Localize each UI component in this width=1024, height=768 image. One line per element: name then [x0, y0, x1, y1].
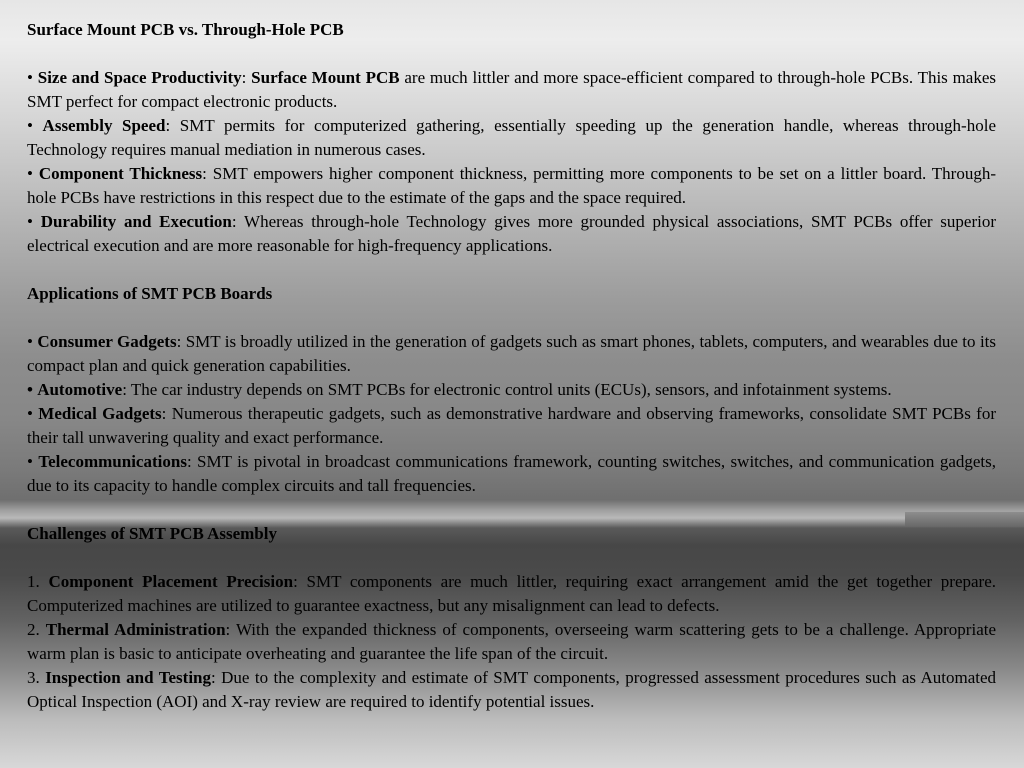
application-item-telecommunications: • Telecommunications: SMT is pivotal in broadcast communications framework, counting switches, switches, and communication gadgets, due to its capacity to handle complex circuits and tall frequencies.	[27, 452, 996, 495]
bullet: •	[27, 404, 33, 423]
item-term: Component Thickness	[38, 164, 203, 183]
document-body	[27, 18, 996, 714]
list-number: 3.	[27, 668, 40, 687]
bullet: •	[27, 332, 33, 351]
item-text: Numerous therapeutic gadgets, such as demonstrative hardware and observing frameworks, consolidate SMT PCBs for their tall unwavering quality and exact performance.	[27, 404, 996, 447]
application-item-medical-gadgets: • Medical Gadgets: Numerous therapeutic gadgets, such as demonstrative hardware and observing frameworks, consolidate SMT PCBs for their tall unwavering quality and exact performance.	[27, 404, 996, 447]
item-text: SMT is broadly utilized in the generation of gadgets such as smart phones, tablets, computers, and wearables due to its compact plan and quick generation capabilities.	[27, 332, 996, 375]
comparison-item-durability: • Durability and Execution: Whereas through-hole Technology gives more grounded physical associations, SMT PCBs offer superior electrical execution and are more reasonable for high-frequency applications.	[27, 212, 996, 255]
application-item-automotive: • Automotive: The car industry depends on SMT PCBs for electronic control units (ECUs), sensors, and infotainment systems.	[27, 380, 892, 399]
bullet: •	[27, 452, 33, 471]
bullet: •	[27, 68, 33, 87]
item-text: Whereas through-hole Technology gives more grounded physical associations, SMT PCBs offer superior electrical execution and are more reasonable for high-frequency applications.	[27, 212, 996, 255]
item-text: SMT components are much littler, requiring exact arrangement amid the get together prepare. Computerized machines are utilized to guarantee exactness, but any misalignment can lead to defects.	[27, 572, 996, 615]
challenge-item-inspection-testing: 3. Inspection and Testing: Due to the complexity and estimate of SMT components, progressed assessment procedures such as Automated Optical Inspection (AOI) and X-ray review are required to identify potential issues.	[27, 668, 997, 711]
comparison-item-assembly-speed: • Assembly Speed: SMT permits for computerized gathering, essentially speeding up the generation handle, whereas through-hole Technology requires manual mediation in numerous cases.	[27, 116, 996, 159]
item-term: Thermal Administration	[45, 620, 226, 639]
item-term: Medical Gadgets	[38, 404, 162, 423]
item-text: SMT permits for computerized gathering, essentially speeding up the generation handle, whereas through-hole Technology requires manual mediation in numerous cases.	[27, 116, 996, 159]
item-term: Automotive	[37, 380, 123, 399]
comparison-item-size: • Size and Space Productivity: Surface Mount PCB are much littler and more space-efficient compared to through-hole PCBs. This makes SMT perfect for compact electronic products.	[27, 68, 997, 111]
section-heading-smt-vs-through-hole: Surface Mount PCB vs. Through-Hole PCB	[27, 20, 344, 39]
section-heading-applications: Applications of SMT PCB Boards	[27, 284, 273, 303]
application-item-consumer-gadgets: • Consumer Gadgets: SMT is broadly utilized in the generation of gadgets such as smart phones, tablets, computers, and wearables due to its compact plan and quick generation capabilities.	[27, 332, 996, 375]
item-term: Telecommunications	[38, 452, 187, 471]
item-term: Assembly Speed	[42, 116, 166, 135]
item-term: Surface Mount PCB	[251, 68, 400, 87]
item-term: Consumer Gadgets	[37, 332, 177, 351]
section-heading-challenges: Challenges of SMT PCB Assembly	[27, 524, 277, 543]
list-number: 1.	[27, 572, 40, 591]
item-term: Durability and Execution	[40, 212, 232, 231]
item-text: are much littler and more space-efficient compared to through-hole PCBs. This makes SMT perfect for compact electronic products.	[27, 68, 997, 111]
challenge-item-placement-precision: 1. Component Placement Precision: SMT components are much littler, requiring exact arrangement amid the get together prepare. Computerized machines are utilized to guarantee exactness, but any misalignment can lead to defects.	[27, 572, 996, 615]
item-text: SMT empowers higher component thickness, permitting more components to be set on a littler board. Through-hole PCBs have restrictions in this respect due to the estimate of the gaps and the space required.	[27, 164, 997, 207]
item-text: The car industry depends on SMT PCBs for electronic control units (ECUs), sensors, and infotainment systems.	[130, 380, 892, 399]
item-term: Inspection and Testing	[45, 668, 211, 687]
bullet: •	[27, 212, 33, 231]
item-text: With the expanded thickness of components, overseeing warm scattering gets to be a challenge. Appropriate warm plan is basic to anticipate overheating and guarantee the life span of the circuit.	[27, 620, 997, 663]
item-text: Due to the complexity and estimate of SMT components, progressed assessment procedures such as Automated Optical Inspection (AOI) and X-ray review are required to identify potential issues.	[27, 668, 997, 711]
item-term: Size and Space Productivity	[37, 68, 242, 87]
bullet: •	[27, 116, 33, 135]
bullet: •	[27, 164, 33, 183]
item-text: SMT is pivotal in broadcast communications framework, counting switches, switches, and communication gadgets, due to its capacity to handle complex circuits and tall frequencies.	[27, 452, 996, 495]
list-number: 2.	[27, 620, 40, 639]
item-term: Component Placement Precision	[48, 572, 294, 591]
challenge-item-thermal-administration: 2. Thermal Administration: With the expanded thickness of components, overseeing warm scattering gets to be a challenge. Appropriate warm plan is basic to anticipate overheating and guarantee the life span of the circuit.	[27, 620, 997, 663]
comparison-item-component-thickness: • Component Thickness: SMT empowers higher component thickness, permitting more components to be set on a littler board. Through-hole PCBs have restrictions in this respect due to the estimate of the gaps and the space required.	[27, 164, 997, 207]
bullet: •	[27, 380, 33, 399]
